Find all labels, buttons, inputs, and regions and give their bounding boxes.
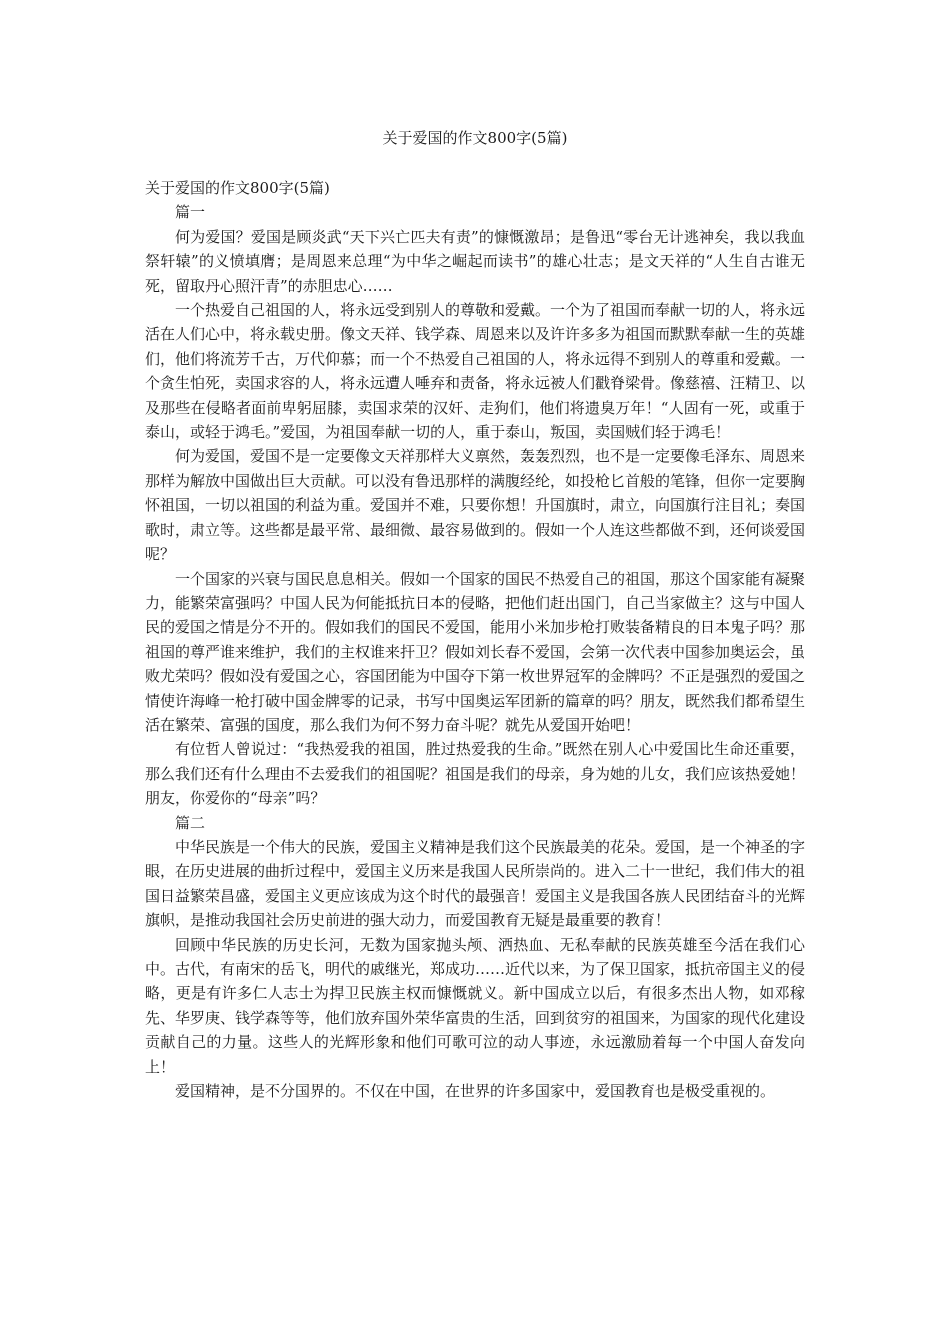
paragraph: 有位哲人曾说过：“我热爱我的祖国，胜过热爱我的生命。”既然在别人心中爱国比生命还重要，那么我们还有什么理由不去爱我们的祖国呢？祖国是我们的母亲，身为她的儿女，我们应该热爱她！朋友，你爱你的“母亲”吗？ xyxy=(145,740,806,808)
paragraph: 爱国精神，是不分国界的。不仅在中国，在世界的许多国家中，爱国教育也是极受重视的。 xyxy=(175,1082,776,1101)
section-label-2: 篇二 xyxy=(175,813,206,832)
paragraph: 何为爱国？爱国是顾炎武“天下兴亡匹夫有责”的慷慨激昂；是鲁迅“零台无计逃神矣，我以我血祭轩辕”的义愤填膺；是周恩来总理“为中华之崛起而读书”的雄心壮志；是文天祥的“人生自古谁无死，留取丹心照汗青”的赤胆忠心…… xyxy=(145,227,805,295)
section-label-1: 篇一 xyxy=(175,203,206,222)
paragraph: 一个热爱自己祖国的人，将永远受到别人的尊敬和爱戴。一个为了祖国而奉献一切的人，将永远活在人们心中，将永载史册。像文天祥、钱学森、周恩来以及许许多多为祖国而默默奉献一生的英雄们，他们将流芳千古，万代仰慕；而一个不热爱自己祖国的人，将永远得不到别人的尊重和爱戴。一个贪生怕死，卖国求容的人，将永远遭人唾弃和责备，将永远被人们戳脊梁骨。像慈禧、汪精卫、以及那些在侵略者面前卑躬屈膝，卖国求荣的汉奸、走狗们，他们将遗臭万年！“人固有一死，或重于泰山，或轻于鸿毛。”爱国，为祖国奉献一切的人，重于泰山，叛国，卖国贼们轻于鸿毛！ xyxy=(145,301,806,442)
document-body xyxy=(145,176,805,1103)
document-title: 关于爱国的作文800字(5篇) xyxy=(382,129,568,147)
paragraph: 回顾中华民族的历史长河，无数为国家抛头颅、洒热血、无私奉献的民族英雄至今活在我们心中。古代，有南宋的岳飞，明代的戚继光，郑成功……近代以来，为了保卫国家，抵抗帝国主义的侵略，更是有许多仁人志士为捍卫民族主权而慷慨就义。新中国成立以后，有很多杰出人物，如邓稼先、华罗庚、钱学森等等，他们放弃国外荣华富贵的生活，回到贫穷的祖国来，为国家的现代化建设贡献自己的力量。这些人的光辉形象和他们可歌可泣的动人事迹，永远激励着每一个中国人奋发向上！ xyxy=(145,935,806,1076)
document-subtitle: 关于爱国的作文800字(5篇) xyxy=(145,179,330,197)
paragraph: 中华民族是一个伟大的民族，爱国主义精神是我们这个民族最美的花朵。爱国，是一个神圣的字眼，在历史进展的曲折过程中，爱国主义历来是我国人民所崇尚的。进入二十一世纪，我们伟大的祖国日益繁荣昌盛，爱国主义更应该成为这个时代的最强音！爱国主义是我国各族人民团结奋斗的光辉旗帜，是推动我国社会历史前进的强大动力，而爱国教育无疑是最重要的教育！ xyxy=(145,837,806,930)
paragraph: 一个国家的兴衰与国民息息相关。假如一个国家的国民不热爱自己的祖国，那这个国家能有凝聚力，能繁荣富强吗？中国人民为何能抵抗日本的侵略，把他们赶出国门，自己当家做主？这与中国人民的爱国之情是分不开的。假如我们的国民不爱国，能用小米加步枪打败装备精良的日本鬼子吗？那祖国的尊严谁来维护，我们的主权谁来扞卫？假如刘长春不爱国，会第一次代表中国参加奥运会，虽败尤荣吗？假如没有爱国之心，容国团能为中国夺下第一枚世界冠军的金牌吗？不正是强烈的爱国之情使许海峰一枪打破中国金牌零的记录，书写中国奥运军团新的篇章的吗？朋友，既然我们都希望生活在繁荣、富强的国度，那么我们为何不努力奋斗呢？就先从爱国开始吧！ xyxy=(145,569,806,734)
paragraph: 何为爱国，爱国不是一定要像文天祥那样大义禀然，轰轰烈烈，也不是一定要像毛泽东、周恩来那样为解放中国做出巨大贡献。可以没有鲁迅那样的满腹经纶，如投枪匕首般的笔锋，但你一定要胸怀祖国，一切以祖国的利益为重。爱国并不难，只要你想！升国旗时，肃立，向国旗行注目礼；奏国歌时，肃立等。这些都是最平常、最细微、最容易做到的。假如一个人连这些都做不到，还何谈爱国呢？ xyxy=(145,447,806,564)
